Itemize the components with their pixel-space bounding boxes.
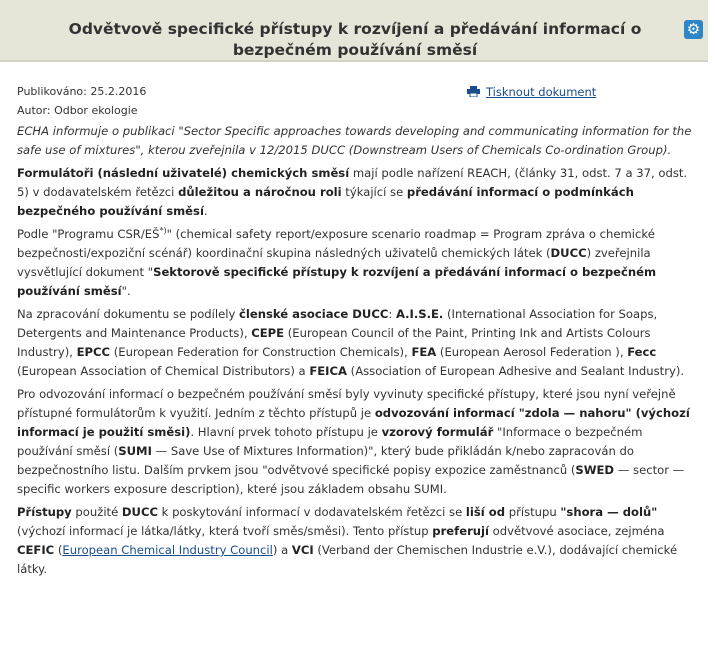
page-title: Odvětvově specifické přístupy k rozvíjení a předávání informací o bezpečném používání směsí (68, 20, 642, 59)
printer-icon (467, 86, 480, 97)
published-date: Publikováno: 25.2.2016 (17, 85, 147, 98)
cefic-link[interactable]: European Chemical Industry Council (62, 543, 273, 557)
print-link[interactable]: Tisknout dokument (486, 85, 597, 99)
paragraph-approaches: Pro odvozování informací o bezpečném používání směsí byly vyvinuty specifické přístupy, které jsou nyní veřejně přístupné formulátorům k využití. Jedním z těchto přístupů je odvozování informací "zdola — nahoru" (výchozí informací je použití směsi). Hlavní prvek tohoto přístupu je vzorový formulář "Informace o bezpečném používání směsí (SUMI — Save Use of Mixtures Information)", který bude přikládán k/nebo zapracován do bezpečnostního listu. Dalším prvkem jsou "odvětvové specifické popisy expozice zaměstnanců (SWED — sector — specific workers exposure description), které jsou základem obsahu SUMI. (17, 387, 690, 496)
article-body (17, 122, 699, 583)
paragraph-associations: Na zpracování dokumentu se podílely členské asociace DUCC: A.I.S.E. (International Association for Soaps, Detergents and Maintenance Products), CEPE (European Council of the Paint, Printing Ink and Artists Colours Industry), EPCC (European Federation for Construction Chemicals), FEA (European Aerosol Federation ), Fecc (European Association of Chemical Distributors) a FEICA (Association of European Adhesive and Sealant Industry). (17, 307, 685, 378)
paragraph-program: Podle "Programu CSR/EŠ*)" (chemical safety report/exposure scenario roadmap = Program zpráva o chemické bezpečnosti/expoziční scénář) koordinační skupina následných uživatelů chemických látek (DUCC) zveřejnila vysvětlující dokument "Sektorově specifické přístupy k rozvíjení a předávání informací o bezpečném používání směsí". (17, 226, 657, 298)
author: Autor: Odbor ekologie (17, 104, 138, 117)
paragraph-ducc: Přístupy použité DUCC k poskytování informací v dodavatelském řetězci se liší od přístupu "shora — dolů" (výchozí informací je látka/látky, která tvoří směs/směsi). Tento přístup preferují odvětvové asociace, zejména CEFIC (European Chemical Industry Council) a VCI (Verband der Chemischen Industrie e.V.), dodávající chemické látky. (17, 505, 678, 576)
print-document[interactable] (467, 85, 596, 99)
intro-paragraph: ECHA informuje o publikaci "Sector Specific approaches towards developing and communicating information for the safe use of mixtures", kterou zveřejnila v 12/2015 DUCC (Downstream Users of Chemicals Co-ordination Group). (17, 124, 692, 157)
paragraph-formulators: Formulátoři (následní uživatelé) chemických směsí mají podle nařízení REACH, (články 31, odst. 7 a 37, odst. 5) v dodavatelském řetězci důležitou a náročnou roli týkající se předávání informací o podmínkách bezpečného používání směsí. (17, 166, 688, 218)
gear-icon[interactable]: ⚙ (684, 20, 703, 39)
page-header (0, 0, 708, 62)
